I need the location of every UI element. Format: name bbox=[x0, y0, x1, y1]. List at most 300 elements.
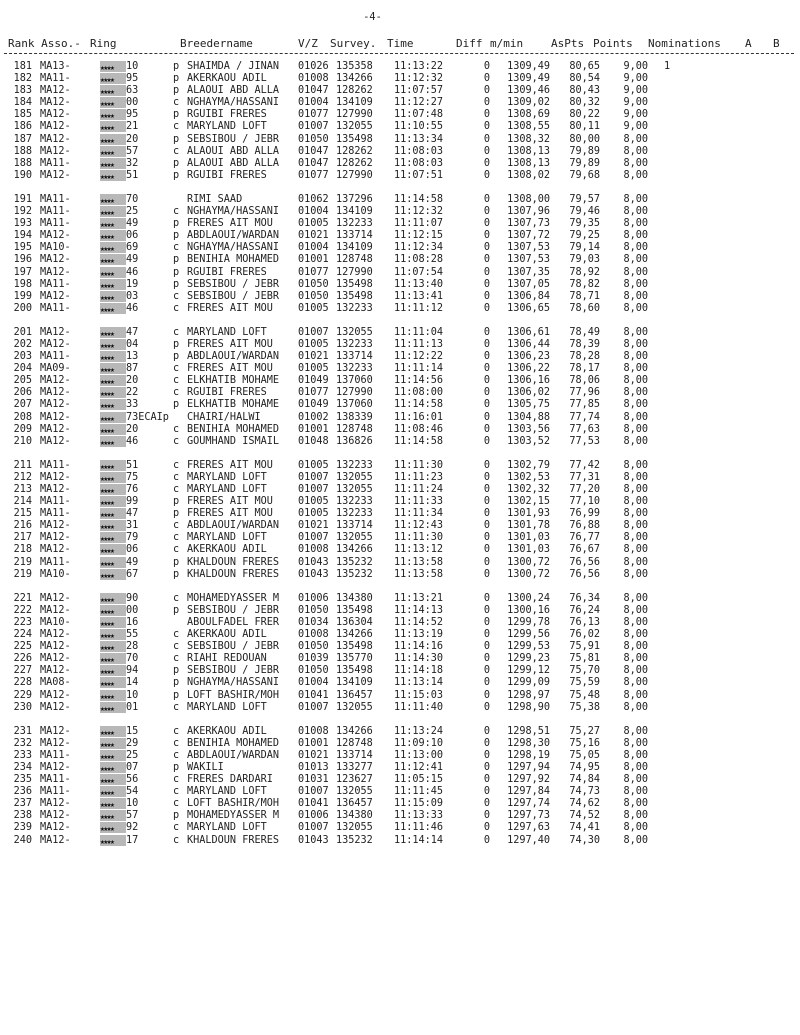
cell-mmin: 1303,56 bbox=[507, 423, 550, 435]
col-nominations: Nominations bbox=[648, 37, 721, 50]
cell-sex: p bbox=[173, 810, 180, 822]
cell-points: 8,00 bbox=[623, 592, 648, 604]
cell-time: 11:07:54 bbox=[394, 266, 444, 278]
redacted-ring-mask: ★★★★ bbox=[100, 738, 126, 749]
cell-sex: c bbox=[173, 363, 180, 375]
cell-ring: 25 bbox=[126, 206, 139, 218]
cell-breeder: ABOULFADEL FRER bbox=[187, 616, 280, 628]
cell-vz: 01077 bbox=[298, 109, 329, 121]
cell-mmin: 1308,02 bbox=[507, 169, 550, 181]
cell-ring: 63 bbox=[126, 85, 139, 97]
cell-mmin: 1309,46 bbox=[507, 85, 550, 97]
cell-sex: p bbox=[173, 157, 180, 169]
cell-survey: 137060 bbox=[336, 399, 373, 411]
cell-vz: 01004 bbox=[298, 677, 329, 689]
cell-vz: 01008 bbox=[298, 629, 329, 641]
cell-rank: 211 bbox=[13, 459, 32, 471]
cell-rank: 215 bbox=[13, 508, 32, 520]
cell-points: 8,00 bbox=[623, 749, 648, 761]
cell-breeder: RGUIBI FRERES bbox=[187, 387, 267, 399]
cell-survey: 134109 bbox=[336, 97, 373, 109]
cell-time: 11:14:18 bbox=[394, 665, 444, 677]
cell-survey: 134380 bbox=[336, 810, 373, 822]
cell-aspts: 77,63 bbox=[569, 423, 600, 435]
cell-asso: MA12- bbox=[40, 375, 71, 387]
cell-ring: 21 bbox=[126, 121, 139, 133]
cell-sex: p bbox=[173, 278, 180, 290]
cell-asso: MA11- bbox=[40, 459, 71, 471]
cell-mmin: 1308,32 bbox=[507, 133, 550, 145]
cell-time: 11:11:30 bbox=[394, 459, 444, 471]
table-row bbox=[0, 158, 800, 170]
redacted-ring-mask: ★★★★ bbox=[100, 387, 126, 398]
cell-rank: 206 bbox=[13, 387, 32, 399]
cell-diff: 0 bbox=[483, 665, 490, 677]
cell-survey: 127990 bbox=[336, 169, 373, 181]
cell-mmin: 1298,90 bbox=[507, 701, 550, 713]
cell-rank: 192 bbox=[13, 206, 32, 218]
cell-ring: 57 bbox=[126, 145, 139, 157]
redacted-ring-mask: ★★★★ bbox=[100, 242, 126, 253]
cell-breeder: MARYLAND LOFT bbox=[187, 532, 267, 544]
cell-ring: 79 bbox=[126, 532, 139, 544]
cell-vz: 01005 bbox=[298, 508, 329, 520]
cell-points: 8,00 bbox=[623, 556, 648, 568]
cell-aspts: 80,54 bbox=[569, 73, 600, 85]
cell-asso: MA12- bbox=[40, 629, 71, 641]
cell-asso: MA11- bbox=[40, 193, 71, 205]
cell-rank: 236 bbox=[13, 786, 32, 798]
cell-sex: p bbox=[173, 85, 180, 97]
cell-diff: 0 bbox=[483, 157, 490, 169]
cell-sex: p bbox=[173, 677, 180, 689]
cell-diff: 0 bbox=[483, 471, 490, 483]
cell-breeder: LOFT BASHIR/MOH bbox=[187, 798, 280, 810]
cell-vz: 01039 bbox=[298, 653, 329, 665]
cell-aspts: 78,60 bbox=[569, 302, 600, 314]
cell-vz: 01008 bbox=[298, 544, 329, 556]
cell-asso: MA11- bbox=[40, 206, 71, 218]
cell-time: 11:12:41 bbox=[394, 761, 444, 773]
cell-vz: 01007 bbox=[298, 121, 329, 133]
cell-diff: 0 bbox=[483, 725, 490, 737]
cell-rank: 224 bbox=[13, 629, 32, 641]
col-breeder: Breedername bbox=[180, 37, 253, 50]
cell-breeder: MARYLAND LOFT bbox=[187, 786, 267, 798]
cell-mmin: 1297,74 bbox=[507, 798, 550, 810]
cell-aspts: 80,65 bbox=[569, 61, 600, 72]
cell-survey: 135498 bbox=[336, 641, 373, 653]
cell-vz: 01006 bbox=[298, 592, 329, 604]
cell-survey: 137060 bbox=[336, 375, 373, 387]
cell-mmin: 1297,94 bbox=[507, 761, 550, 773]
cell-time: 11:11:23 bbox=[394, 471, 444, 483]
cell-sex: c bbox=[173, 375, 180, 387]
table-row bbox=[0, 774, 800, 786]
cell-aspts: 77,53 bbox=[569, 435, 600, 447]
cell-rank: 232 bbox=[13, 737, 32, 749]
cell-aspts: 74,52 bbox=[569, 810, 600, 822]
redacted-ring-mask: ★★★★ bbox=[100, 279, 126, 290]
col-b: B bbox=[773, 37, 780, 50]
cell-mmin: 1301,93 bbox=[507, 508, 550, 520]
cell-aspts: 79,03 bbox=[569, 254, 600, 266]
cell-sex: p bbox=[173, 568, 180, 580]
cell-points: 8,00 bbox=[623, 786, 648, 798]
table-row bbox=[0, 363, 800, 375]
cell-survey: 132233 bbox=[336, 459, 373, 471]
cell-rank: 226 bbox=[13, 653, 32, 665]
cell-aspts: 80,11 bbox=[569, 121, 600, 133]
cell-asso: MA09- bbox=[40, 363, 71, 375]
cell-mmin: 1306,65 bbox=[507, 302, 550, 314]
cell-mmin: 1309,02 bbox=[507, 97, 550, 109]
cell-time: 11:14:52 bbox=[394, 616, 444, 628]
cell-diff: 0 bbox=[483, 254, 490, 266]
redacted-ring-mask: ★★★★ bbox=[100, 170, 126, 181]
redacted-ring-mask: ★★★★ bbox=[100, 532, 126, 543]
cell-rank: 222 bbox=[13, 604, 32, 616]
cell-aspts: 77,85 bbox=[569, 399, 600, 411]
cell-asso: MA11- bbox=[40, 508, 71, 520]
table-row bbox=[0, 798, 800, 810]
cell-points: 8,00 bbox=[623, 302, 648, 314]
cell-survey: 132055 bbox=[336, 471, 373, 483]
cell-sex: c bbox=[173, 121, 180, 133]
cell-time: 11:13:22 bbox=[394, 61, 444, 72]
cell-breeder: AKERKAOU ADIL bbox=[187, 544, 267, 556]
table-row bbox=[0, 496, 800, 508]
cell-survey: 127990 bbox=[336, 387, 373, 399]
cell-aspts: 76,02 bbox=[569, 629, 600, 641]
cell-rank: 216 bbox=[13, 520, 32, 532]
cell-aspts: 78,06 bbox=[569, 375, 600, 387]
cell-time: 11:12:43 bbox=[394, 520, 444, 532]
cell-diff: 0 bbox=[483, 592, 490, 604]
cell-breeder: AKERKAOU ADIL bbox=[187, 73, 267, 85]
cell-breeder: WAKILI bbox=[187, 761, 224, 773]
cell-ring: 15 bbox=[126, 725, 139, 737]
cell-breeder: KHALDOUN FRERES bbox=[187, 834, 280, 846]
cell-ring: 70 bbox=[126, 193, 139, 205]
table-row bbox=[0, 835, 800, 847]
cell-sex: c bbox=[173, 653, 180, 665]
cell-time: 11:13:19 bbox=[394, 629, 444, 641]
cell-breeder: MOHAMEDYASSER M bbox=[187, 592, 280, 604]
cell-diff: 0 bbox=[483, 351, 490, 363]
cell-diff: 0 bbox=[483, 242, 490, 254]
cell-rank: 198 bbox=[13, 278, 32, 290]
cell-aspts: 74,84 bbox=[569, 774, 600, 786]
cell-survey: 134109 bbox=[336, 242, 373, 254]
cell-diff: 0 bbox=[483, 338, 490, 350]
cell-points: 8,00 bbox=[623, 218, 648, 230]
cell-breeder: SEBSIBOU / JEBR bbox=[187, 278, 280, 290]
cell-breeder: ABDLAOUI/WARDAN bbox=[187, 749, 280, 761]
cell-aspts: 76,67 bbox=[569, 544, 600, 556]
cell-time: 11:14:56 bbox=[394, 375, 444, 387]
cell-survey: 127990 bbox=[336, 266, 373, 278]
table-row bbox=[0, 109, 800, 121]
cell-time: 11:08:00 bbox=[394, 387, 444, 399]
cell-vz: 01077 bbox=[298, 387, 329, 399]
table-row bbox=[0, 726, 800, 738]
cell-rank: 209 bbox=[13, 423, 32, 435]
cell-points: 8,00 bbox=[623, 701, 648, 713]
col-vz: V/Z bbox=[298, 37, 318, 50]
cell-mmin: 1307,96 bbox=[507, 206, 550, 218]
cell-breeder: RIMI SAAD bbox=[187, 193, 243, 205]
cell-ring: 00 bbox=[126, 604, 139, 616]
cell-mmin: 1298,51 bbox=[507, 725, 550, 737]
cell-asso: MA12- bbox=[40, 641, 71, 653]
cell-points: 8,00 bbox=[623, 254, 648, 266]
cell-sex: c bbox=[173, 592, 180, 604]
cell-asso: MA11- bbox=[40, 774, 71, 786]
cell-survey: 134266 bbox=[336, 73, 373, 85]
table-row bbox=[0, 617, 800, 629]
cell-aspts: 79,35 bbox=[569, 218, 600, 230]
cell-ring: 49 bbox=[126, 556, 139, 568]
redacted-ring-mask: ★★★★ bbox=[100, 690, 126, 701]
cell-points: 8,00 bbox=[623, 508, 648, 520]
cell-survey: 136457 bbox=[336, 689, 373, 701]
cell-survey: 133277 bbox=[336, 761, 373, 773]
cell-aspts: 77,20 bbox=[569, 484, 600, 495]
cell-breeder: GOUMHAND ISMAIL bbox=[187, 435, 280, 447]
cell-asso: MA12- bbox=[40, 230, 71, 242]
cell-vz: 01047 bbox=[298, 157, 329, 169]
cell-time: 11:11:30 bbox=[394, 532, 444, 544]
cell-aspts: 77,31 bbox=[569, 471, 600, 483]
table-row bbox=[0, 327, 800, 339]
cell-diff: 0 bbox=[483, 193, 490, 205]
cell-points: 8,00 bbox=[623, 496, 648, 508]
cell-breeder: BENIHIA MOHAMED bbox=[187, 254, 280, 266]
redacted-ring-mask: ★★★★ bbox=[100, 134, 126, 145]
table-row bbox=[0, 97, 800, 109]
cell-sex: c bbox=[173, 459, 180, 471]
cell-asso: MA10- bbox=[40, 242, 71, 254]
cell-ring: 46 bbox=[126, 435, 139, 447]
cell-points: 8,00 bbox=[623, 193, 648, 205]
cell-mmin: 1300,24 bbox=[507, 592, 550, 604]
cell-points: 8,00 bbox=[623, 145, 648, 157]
cell-diff: 0 bbox=[483, 737, 490, 749]
cell-asso: MA12- bbox=[40, 435, 71, 447]
cell-ring: 29 bbox=[126, 737, 139, 749]
redacted-ring-mask: ★★★★ bbox=[100, 218, 126, 229]
cell-asso: MA12- bbox=[40, 145, 71, 157]
cell-ring: 03 bbox=[126, 290, 139, 302]
cell-mmin: 1302,53 bbox=[507, 471, 550, 483]
table-row bbox=[0, 520, 800, 532]
cell-breeder: MARYLAND LOFT bbox=[187, 701, 267, 713]
cell-ring: 76 bbox=[126, 484, 139, 495]
cell-ring: 95 bbox=[126, 73, 139, 85]
cell-time: 11:14:58 bbox=[394, 435, 444, 447]
redacted-ring-mask: ★★★★ bbox=[100, 798, 126, 809]
cell-ring: 10 bbox=[126, 61, 139, 72]
cell-sex: c bbox=[173, 435, 180, 447]
cell-aspts: 75,70 bbox=[569, 665, 600, 677]
cell-time: 11:11:45 bbox=[394, 786, 444, 798]
cell-breeder: ALAOUI ABD ALLA bbox=[187, 145, 280, 157]
redacted-ring-mask: ★★★★ bbox=[100, 412, 126, 423]
cell-time: 11:10:55 bbox=[394, 121, 444, 133]
cell-breeder: SEBSIBOU / JEBR bbox=[187, 290, 280, 302]
cell-asso: MA12- bbox=[40, 604, 71, 616]
cell-survey: 134109 bbox=[336, 206, 373, 218]
cell-ring: 55 bbox=[126, 629, 139, 641]
cell-vz: 01077 bbox=[298, 169, 329, 181]
cell-nom: 1 bbox=[664, 61, 671, 72]
cell-ring: 17 bbox=[126, 834, 139, 846]
cell-asso: MA11- bbox=[40, 73, 71, 85]
cell-vz: 01021 bbox=[298, 749, 329, 761]
cell-survey: 135498 bbox=[336, 290, 373, 302]
table-row bbox=[0, 690, 800, 702]
cell-vz: 01050 bbox=[298, 641, 329, 653]
cell-rank: 197 bbox=[13, 266, 32, 278]
cell-survey: 132055 bbox=[336, 484, 373, 495]
cell-time: 11:16:01 bbox=[394, 411, 444, 423]
cell-asso: MA10- bbox=[40, 616, 71, 628]
cell-sex: c bbox=[173, 532, 180, 544]
cell-mmin: 1304,88 bbox=[507, 411, 550, 423]
cell-aspts: 79,46 bbox=[569, 206, 600, 218]
cell-vz: 01001 bbox=[298, 737, 329, 749]
cell-sex: p bbox=[173, 338, 180, 350]
redacted-ring-mask: ★★★★ bbox=[100, 424, 126, 435]
cell-sex: p bbox=[173, 556, 180, 568]
cell-breeder: KHALDOUN FRERES bbox=[187, 556, 280, 568]
cell-vz: 01008 bbox=[298, 73, 329, 85]
redacted-ring-mask: ★★★★ bbox=[100, 629, 126, 640]
table-row bbox=[0, 738, 800, 750]
table-row bbox=[0, 267, 800, 279]
cell-vz: 01043 bbox=[298, 556, 329, 568]
redacted-ring-mask: ★★★★ bbox=[100, 665, 126, 676]
cell-asso: MA12- bbox=[40, 822, 71, 834]
cell-sex: c bbox=[173, 387, 180, 399]
cell-vz: 01005 bbox=[298, 459, 329, 471]
cell-ring: 99 bbox=[126, 496, 139, 508]
cell-aspts: 74,73 bbox=[569, 786, 600, 798]
table-row bbox=[0, 73, 800, 85]
table-row bbox=[0, 351, 800, 363]
cell-diff: 0 bbox=[483, 121, 490, 133]
cell-time: 11:12:27 bbox=[394, 97, 444, 109]
cell-aspts: 77,96 bbox=[569, 387, 600, 399]
cell-asso: MA11- bbox=[40, 749, 71, 761]
cell-mmin: 1309,49 bbox=[507, 61, 550, 72]
cell-breeder: SEBSIBOU / JEBR bbox=[187, 133, 280, 145]
cell-diff: 0 bbox=[483, 761, 490, 773]
cell-time: 11:13:41 bbox=[394, 290, 444, 302]
cell-survey: 135770 bbox=[336, 653, 373, 665]
redacted-ring-mask: ★★★★ bbox=[100, 121, 126, 132]
cell-time: 11:14:30 bbox=[394, 653, 444, 665]
cell-vz: 01021 bbox=[298, 351, 329, 363]
cell-mmin: 1299,53 bbox=[507, 641, 550, 653]
redacted-ring-mask: ★★★★ bbox=[100, 641, 126, 652]
cell-time: 11:13:33 bbox=[394, 810, 444, 822]
cell-aspts: 80,43 bbox=[569, 85, 600, 97]
cell-time: 11:14:13 bbox=[394, 604, 444, 616]
col-time: Time bbox=[387, 37, 414, 50]
cell-mmin: 1309,49 bbox=[507, 73, 550, 85]
cell-rank: 237 bbox=[13, 798, 32, 810]
cell-rank: 194 bbox=[13, 230, 32, 242]
cell-aspts: 79,14 bbox=[569, 242, 600, 254]
cell-points: 8,00 bbox=[623, 653, 648, 665]
group-spacer bbox=[0, 182, 800, 194]
table-row bbox=[0, 375, 800, 387]
cell-diff: 0 bbox=[483, 810, 490, 822]
table-row bbox=[0, 605, 800, 617]
table-row bbox=[0, 786, 800, 798]
cell-survey: 135498 bbox=[336, 604, 373, 616]
redacted-ring-mask: ★★★★ bbox=[100, 496, 126, 507]
table-row bbox=[0, 61, 800, 73]
cell-vz: 01050 bbox=[298, 290, 329, 302]
cell-vz: 01005 bbox=[298, 496, 329, 508]
cell-breeder: AKERKAOU ADIL bbox=[187, 629, 267, 641]
cell-breeder: FRERES AIT MOU bbox=[187, 459, 273, 471]
cell-points: 8,00 bbox=[623, 133, 648, 145]
cell-diff: 0 bbox=[483, 61, 490, 72]
cell-aspts: 78,92 bbox=[569, 266, 600, 278]
cell-vz: 01047 bbox=[298, 145, 329, 157]
cell-ring: 01 bbox=[126, 701, 139, 713]
cell-time: 11:13:21 bbox=[394, 592, 444, 604]
cell-asso: MA11- bbox=[40, 786, 71, 798]
group-spacer bbox=[0, 315, 800, 327]
cell-rank: 229 bbox=[13, 689, 32, 701]
cell-aspts: 76,77 bbox=[569, 532, 600, 544]
cell-diff: 0 bbox=[483, 653, 490, 665]
cell-ring: 20 bbox=[126, 375, 139, 387]
cell-time: 11:08:03 bbox=[394, 157, 444, 169]
cell-aspts: 74,41 bbox=[569, 822, 600, 834]
redacted-ring-mask: ★★★★ bbox=[100, 436, 126, 447]
cell-vz: 01043 bbox=[298, 834, 329, 846]
cell-mmin: 1305,75 bbox=[507, 399, 550, 411]
redacted-ring-mask: ★★★★ bbox=[100, 254, 126, 265]
cell-mmin: 1300,72 bbox=[507, 556, 550, 568]
cell-asso: MA12- bbox=[40, 484, 71, 495]
cell-rank: 221 bbox=[13, 592, 32, 604]
cell-breeder: NGHAYMA/HASSANI bbox=[187, 677, 280, 689]
cell-aspts: 80,00 bbox=[569, 133, 600, 145]
cell-ring: 00 bbox=[126, 97, 139, 109]
cell-breeder: FRERES AIT MOU bbox=[187, 302, 273, 314]
redacted-ring-mask: ★★★★ bbox=[100, 363, 126, 374]
cell-vz: 01021 bbox=[298, 520, 329, 532]
cell-survey: 134109 bbox=[336, 677, 373, 689]
cell-vz: 01007 bbox=[298, 471, 329, 483]
cell-time: 11:08:46 bbox=[394, 423, 444, 435]
cell-mmin: 1308,13 bbox=[507, 145, 550, 157]
cell-time: 11:05:15 bbox=[394, 774, 444, 786]
cell-points: 8,00 bbox=[623, 326, 648, 338]
cell-time: 11:08:03 bbox=[394, 145, 444, 157]
cell-ring: 69 bbox=[126, 242, 139, 254]
cell-mmin: 1297,73 bbox=[507, 810, 550, 822]
cell-points: 8,00 bbox=[623, 774, 648, 786]
redacted-ring-mask: ★★★★ bbox=[100, 605, 126, 616]
